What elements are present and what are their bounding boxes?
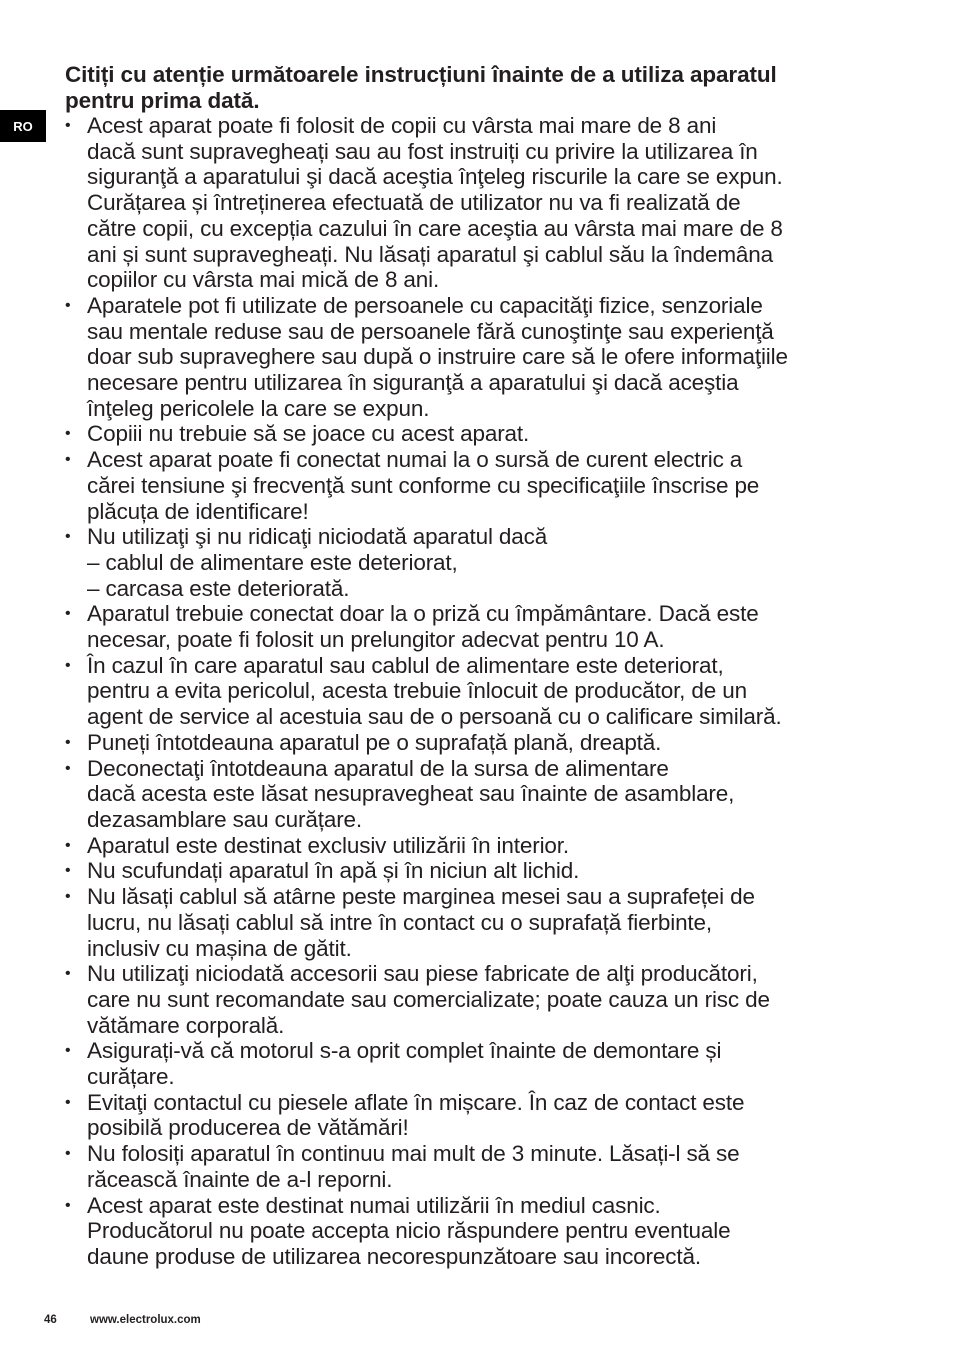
- bullet-text-line: Producătorul nu poate accepta nicio răspundere pentru eventuale: [87, 1218, 731, 1244]
- bullet-text-line: • Puneți întotdeauna aparatul pe o suprafață plană, dreaptă.: [87, 729, 662, 755]
- safety-bullet-item: [65, 653, 895, 730]
- bullet-text-line: către copii, cu excepția cazului în care aceştia au vârsta mai mare de 8: [87, 215, 783, 241]
- safety-bullet-item: [65, 884, 895, 961]
- bullet-text-line: care nu sunt recomandate sau comercializate; poate cauza un risc de: [87, 986, 770, 1012]
- bullet-text-line: • Asigurați-vă că motorul s-a oprit complet înainte de demontare și: [87, 1038, 722, 1064]
- bullet-text-line: siguranţă a aparatului şi dacă aceştia înţeleg riscurile la care se expun.: [87, 164, 783, 190]
- language-tab: RO: [0, 110, 46, 142]
- bullet-text-line: dacă sunt supravegheați sau au fost instruiți cu privire la utilizarea în: [87, 138, 758, 164]
- bullet-text-line: • Aparatul trebuie conectat doar la o priză cu împământare. Dacă este: [87, 601, 759, 627]
- website-url: www.electrolux.com: [90, 1314, 201, 1326]
- bullet-text-line: • Aparatul este destinat exclusiv utilizării în interior.: [87, 832, 569, 858]
- bullet-text-line: curățare.: [87, 1064, 175, 1090]
- safety-bullet-item: [65, 730, 895, 756]
- bullet-text-line: răcească înainte de a-l reporni.: [87, 1166, 393, 1192]
- safety-bullet-item: [65, 1090, 895, 1141]
- instructions-section: [65, 62, 895, 1270]
- bullet-text-line: dacă acesta este lăsat nesupravegheat sau înainte de asamblare,: [87, 781, 735, 807]
- bullet-text-line: • Evitaţi contactul cu piesele aflate în mișcare. În caz de contact este: [87, 1089, 745, 1115]
- bullet-text-line: • Acest aparat poate fi conectat numai la o sursă de curent electric a: [87, 447, 743, 473]
- bullet-text-line: necesare pentru utilizarea în siguranţă a aparatului şi dacă aceştia: [87, 370, 739, 396]
- safety-bullet-item: [65, 447, 895, 524]
- bullet-text-line: • Nu utilizaţi şi nu ridicaţi niciodată aparatul dacă: [87, 524, 548, 550]
- page-number: 46: [44, 1314, 57, 1326]
- bullet-text-line: • Nu utilizaţi niciodată accesorii sau piese fabricate de alţi producători,: [87, 961, 758, 987]
- bullet-text-line: posibilă producerea de vătămări!: [87, 1115, 409, 1141]
- safety-heading: [65, 62, 895, 113]
- bullet-text-line: • Acest aparat poate fi folosit de copii cu vârsta mai mare de 8 ani: [87, 113, 717, 138]
- bullet-text-line: doar sub supraveghere sau după o instruire care să le ofere informaţiile: [87, 344, 788, 370]
- safety-bullet-item: [65, 113, 895, 293]
- bullet-text-line: daune produse de utilizarea necorespunzătoare sau incorectă.: [87, 1243, 701, 1269]
- safety-bullet-item: [65, 421, 895, 447]
- safety-bullet-list: [65, 113, 895, 1270]
- safety-bullet-item: [65, 524, 895, 601]
- bullet-text-line: pentru a evita pericolul, acesta trebuie înlocuit de producător, de un: [87, 678, 747, 704]
- safety-bullet-item: [65, 293, 895, 422]
- bullet-text-line: • Acest aparat este destinat numai utilizării în mediul casnic.: [87, 1192, 661, 1218]
- bullet-text-line: – carcasa este deteriorată.: [87, 575, 350, 601]
- bullet-text-line: • Nu scufundați aparatul în apă și în niciun alt lichid.: [87, 858, 580, 884]
- bullet-text-line: sau mentale reduse sau de persoanele fără cunoştinţe sau experienţă: [87, 318, 774, 344]
- bullet-text-line: • Nu folosiți aparatul în continuu mai mult de 3 minute. Lăsați-l să se: [87, 1141, 740, 1167]
- bullet-text-line: • Deconectaţi întotdeauna aparatul de la sursa de alimentare: [87, 755, 669, 781]
- bullet-text-line: cărei tensiune şi frecvenţă sunt conforme cu specificaţiile înscrise pe: [87, 472, 760, 498]
- bullet-text-line: lucru, nu lăsați cablul să intre în contact cu o suprafață fierbinte,: [87, 909, 713, 935]
- bullet-text-line: inclusiv cu mașina de gătit.: [87, 935, 352, 961]
- bullet-text-line: ani și sunt supravegheați. Nu lăsați aparatul şi cablul său la îndemâna: [87, 241, 774, 267]
- bullet-text-line: • Nu lăsați cablul să atârne peste marginea mesei sau a suprafeței de: [87, 884, 755, 910]
- heading-line: pentru prima dată.: [65, 87, 260, 113]
- bullet-text-line: Curățarea și întreținerea efectuată de utilizator nu va fi realizată de: [87, 190, 741, 216]
- bullet-text-line: • Copiii nu trebuie să se joace cu acest aparat.: [87, 421, 530, 447]
- bullet-text-line: vătămare corporală.: [87, 1012, 285, 1038]
- bullet-text-line: plăcuța de identificare!: [87, 498, 309, 524]
- bullet-text-line: înţeleg pericolele la care se expun.: [87, 395, 430, 421]
- safety-bullet-item: [65, 1141, 895, 1192]
- safety-bullet-item: [65, 961, 895, 1038]
- bullet-text-line: dezasamblare sau curățare.: [87, 806, 362, 832]
- bullet-text-line: necesar, poate fi folosit un prelungitor adecvat pentru 10 A.: [87, 627, 665, 653]
- heading-line: Citiți cu atenție următoarele instrucțiuni înainte de a utiliza aparatul: [65, 62, 777, 87]
- safety-bullet-item: [65, 601, 895, 652]
- safety-bullet-item: [65, 756, 895, 833]
- safety-bullet-item: [65, 833, 895, 859]
- bullet-text-line: • Aparatele pot fi utilizate de persoanele cu capacităţi fizice, senzoriale: [87, 292, 763, 318]
- bullet-text-line: agent de service al acestuia sau de o persoană cu o calificare similară.: [87, 704, 782, 730]
- bullet-text-line: copiilor cu vârsta mai mică de 8 ani.: [87, 267, 440, 293]
- bullet-text-line: – cablul de alimentare este deteriorat,: [87, 549, 458, 575]
- safety-bullet-item: [65, 858, 895, 884]
- bullet-text-line: • În cazul în care aparatul sau cablul de alimentare este deteriorat,: [87, 652, 724, 678]
- safety-bullet-item: [65, 1038, 895, 1089]
- safety-bullet-item: [65, 1193, 895, 1270]
- page-footer: [44, 1314, 201, 1326]
